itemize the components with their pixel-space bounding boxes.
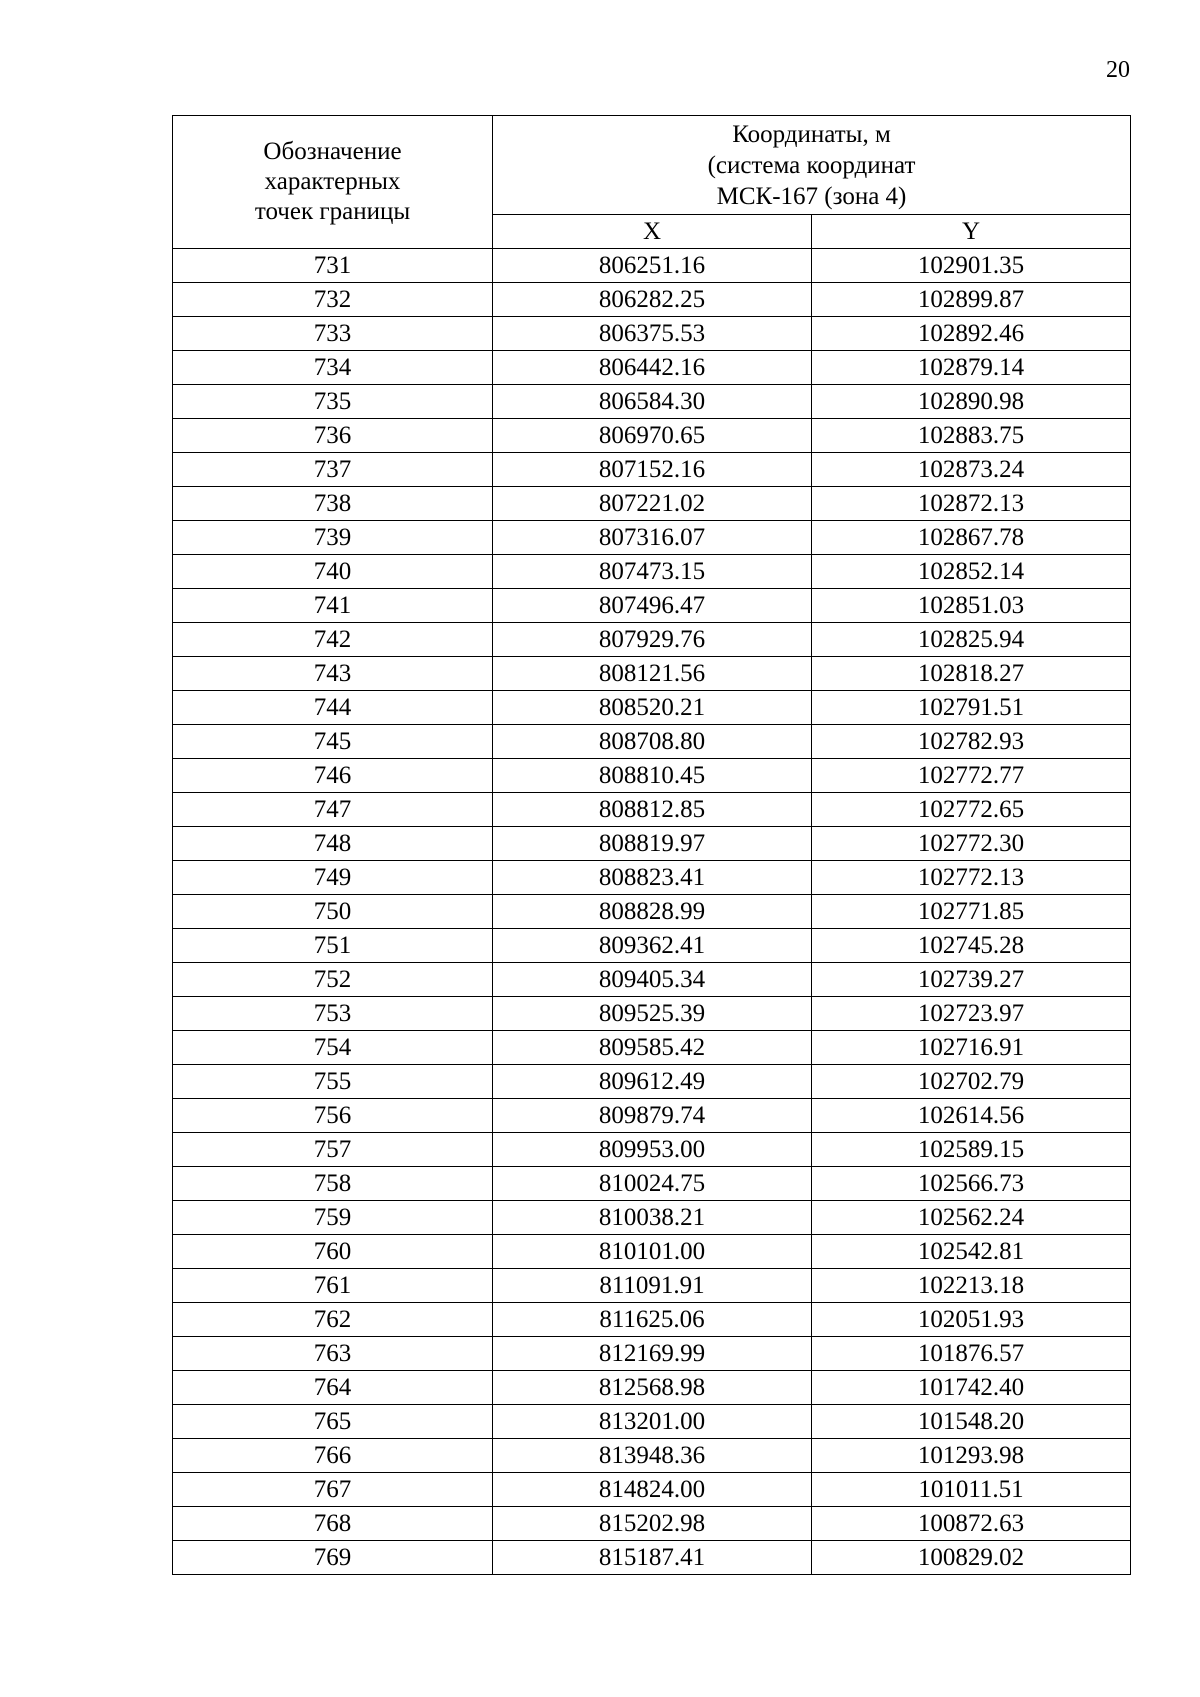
y-cell: 101293.98 [812, 1439, 1131, 1473]
table-row [173, 453, 1131, 487]
table-row [173, 793, 1131, 827]
point-cell: 739 [173, 521, 493, 555]
y-cell: 102873.24 [812, 453, 1131, 487]
y-cell: 102051.93 [812, 1303, 1131, 1337]
table-row [173, 1269, 1131, 1303]
x-cell: 807316.07 [493, 521, 812, 555]
y-cell: 102782.93 [812, 725, 1131, 759]
x-cell: 806584.30 [493, 385, 812, 419]
x-cell: 813201.00 [493, 1405, 812, 1439]
y-cell: 102723.97 [812, 997, 1131, 1031]
table-row [173, 1201, 1131, 1235]
point-cell: 736 [173, 419, 493, 453]
coordinates-table [172, 115, 1131, 1575]
y-cell: 102818.27 [812, 657, 1131, 691]
x-cell: 806970.65 [493, 419, 812, 453]
table-row [173, 827, 1131, 861]
table-row [173, 1405, 1131, 1439]
point-cell: 756 [173, 1099, 493, 1133]
y-cell: 101548.20 [812, 1405, 1131, 1439]
table-row [173, 1167, 1131, 1201]
header-point-designation [173, 116, 493, 249]
point-cell: 765 [173, 1405, 493, 1439]
y-cell: 102890.98 [812, 385, 1131, 419]
table-row [173, 963, 1131, 997]
y-cell: 102566.73 [812, 1167, 1131, 1201]
table-row [173, 691, 1131, 725]
table-row [173, 317, 1131, 351]
y-cell: 102825.94 [812, 623, 1131, 657]
point-cell: 755 [173, 1065, 493, 1099]
y-cell: 102772.30 [812, 827, 1131, 861]
header-point-line: точек границы [254, 198, 411, 225]
point-cell: 744 [173, 691, 493, 725]
point-cell: 741 [173, 589, 493, 623]
x-cell: 815202.98 [493, 1507, 812, 1541]
x-cell: 807929.76 [493, 623, 812, 657]
x-cell: 807152.16 [493, 453, 812, 487]
x-cell: 808819.97 [493, 827, 812, 861]
point-cell: 737 [173, 453, 493, 487]
table-row [173, 419, 1131, 453]
table-header [173, 116, 1131, 249]
point-cell: 734 [173, 351, 493, 385]
header-coords-line: Координаты, м [732, 120, 891, 148]
x-cell: 810024.75 [493, 1167, 812, 1201]
y-cell: 102883.75 [812, 419, 1131, 453]
y-cell: 102213.18 [812, 1269, 1131, 1303]
table-row [173, 1473, 1131, 1507]
point-cell: 748 [173, 827, 493, 861]
x-cell: 809612.49 [493, 1065, 812, 1099]
table-row [173, 861, 1131, 895]
x-cell: 811625.06 [493, 1303, 812, 1337]
x-cell: 809405.34 [493, 963, 812, 997]
table-row [173, 1371, 1131, 1405]
header-point-line: Обозначение [263, 138, 402, 165]
y-cell: 101742.40 [812, 1371, 1131, 1405]
y-cell: 102879.14 [812, 351, 1131, 385]
point-cell: 760 [173, 1235, 493, 1269]
table-row [173, 1507, 1131, 1541]
y-cell: 100829.02 [812, 1541, 1131, 1575]
header-coords-line: МСК-167 (зона 4) [716, 182, 907, 210]
y-cell: 102716.91 [812, 1031, 1131, 1065]
y-cell: 102851.03 [812, 589, 1131, 623]
y-cell: 102771.85 [812, 895, 1131, 929]
y-cell: 102542.81 [812, 1235, 1131, 1269]
y-cell: 102772.65 [812, 793, 1131, 827]
point-cell: 761 [173, 1269, 493, 1303]
point-cell: 732 [173, 283, 493, 317]
point-cell: 742 [173, 623, 493, 657]
table-row [173, 1065, 1131, 1099]
x-cell: 807473.15 [493, 555, 812, 589]
x-cell: 807496.47 [493, 589, 812, 623]
point-cell: 738 [173, 487, 493, 521]
table-row [173, 1031, 1131, 1065]
x-cell: 809585.42 [493, 1031, 812, 1065]
point-cell: 750 [173, 895, 493, 929]
point-cell: 740 [173, 555, 493, 589]
y-cell: 102901.35 [812, 249, 1131, 283]
y-cell: 102702.79 [812, 1065, 1131, 1099]
table-row [173, 623, 1131, 657]
table-row [173, 1303, 1131, 1337]
x-cell: 809879.74 [493, 1099, 812, 1133]
table-row [173, 351, 1131, 385]
point-cell: 757 [173, 1133, 493, 1167]
table-row [173, 759, 1131, 793]
table-row [173, 589, 1131, 623]
point-cell: 753 [173, 997, 493, 1031]
point-cell: 749 [173, 861, 493, 895]
point-cell: 752 [173, 963, 493, 997]
table-row [173, 1235, 1131, 1269]
x-cell: 808121.56 [493, 657, 812, 691]
y-cell: 102899.87 [812, 283, 1131, 317]
y-cell: 102745.28 [812, 929, 1131, 963]
x-cell: 813948.36 [493, 1439, 812, 1473]
y-cell: 102892.46 [812, 317, 1131, 351]
x-cell: 810101.00 [493, 1235, 812, 1269]
x-cell: 812568.98 [493, 1371, 812, 1405]
point-cell: 745 [173, 725, 493, 759]
point-cell: 754 [173, 1031, 493, 1065]
y-cell: 100872.63 [812, 1507, 1131, 1541]
x-cell: 808520.21 [493, 691, 812, 725]
point-cell: 769 [173, 1541, 493, 1575]
point-cell: 735 [173, 385, 493, 419]
point-cell: 758 [173, 1167, 493, 1201]
point-cell: 766 [173, 1439, 493, 1473]
x-cell: 808810.45 [493, 759, 812, 793]
x-cell: 808828.99 [493, 895, 812, 929]
x-cell: 806375.53 [493, 317, 812, 351]
x-cell: 808812.85 [493, 793, 812, 827]
x-cell: 808708.80 [493, 725, 812, 759]
table-body [173, 249, 1131, 1575]
table-row [173, 929, 1131, 963]
point-cell: 768 [173, 1507, 493, 1541]
y-cell: 102739.27 [812, 963, 1131, 997]
x-cell: 806282.25 [493, 283, 812, 317]
point-cell: 762 [173, 1303, 493, 1337]
table-row [173, 385, 1131, 419]
point-cell: 731 [173, 249, 493, 283]
header-coords-line: (система координат [707, 151, 916, 179]
table-row [173, 725, 1131, 759]
table-row [173, 1439, 1131, 1473]
table-row [173, 521, 1131, 555]
x-cell: 809953.00 [493, 1133, 812, 1167]
point-cell: 764 [173, 1371, 493, 1405]
table-row [173, 1337, 1131, 1371]
table-row [173, 555, 1131, 589]
table-row [173, 997, 1131, 1031]
table-row [173, 1133, 1131, 1167]
y-cell: 102872.13 [812, 487, 1131, 521]
point-cell: 759 [173, 1201, 493, 1235]
y-cell: 102772.77 [812, 759, 1131, 793]
y-cell: 102614.56 [812, 1099, 1131, 1133]
y-cell: 102867.78 [812, 521, 1131, 555]
x-cell: 808823.41 [493, 861, 812, 895]
x-cell: 809362.41 [493, 929, 812, 963]
x-cell: 809525.39 [493, 997, 812, 1031]
y-cell: 102852.14 [812, 555, 1131, 589]
y-cell: 102589.15 [812, 1133, 1131, 1167]
x-cell: 811091.91 [493, 1269, 812, 1303]
point-cell: 743 [173, 657, 493, 691]
header-y: Y [812, 215, 1131, 249]
table-row [173, 1541, 1131, 1575]
y-cell: 101011.51 [812, 1473, 1131, 1507]
point-cell: 747 [173, 793, 493, 827]
y-cell: 101876.57 [812, 1337, 1131, 1371]
table-row [173, 283, 1131, 317]
point-cell: 767 [173, 1473, 493, 1507]
table-row [173, 895, 1131, 929]
point-cell: 751 [173, 929, 493, 963]
x-cell: 810038.21 [493, 1201, 812, 1235]
point-cell: 733 [173, 317, 493, 351]
x-cell: 815187.41 [493, 1541, 812, 1575]
point-cell: 763 [173, 1337, 493, 1371]
page-number: 20 [1106, 57, 1130, 83]
x-cell: 806442.16 [493, 351, 812, 385]
table-row [173, 249, 1131, 283]
table-row [173, 1099, 1131, 1133]
header-x: X [493, 215, 812, 249]
x-cell: 807221.02 [493, 487, 812, 521]
y-cell: 102791.51 [812, 691, 1131, 725]
point-cell: 746 [173, 759, 493, 793]
table-row [173, 487, 1131, 521]
x-cell: 812169.99 [493, 1337, 812, 1371]
table-row [173, 657, 1131, 691]
y-cell: 102772.13 [812, 861, 1131, 895]
x-cell: 814824.00 [493, 1473, 812, 1507]
x-cell: 806251.16 [493, 249, 812, 283]
header-coordinates [493, 116, 1131, 215]
header-point-line: характерных [264, 168, 401, 195]
y-cell: 102562.24 [812, 1201, 1131, 1235]
